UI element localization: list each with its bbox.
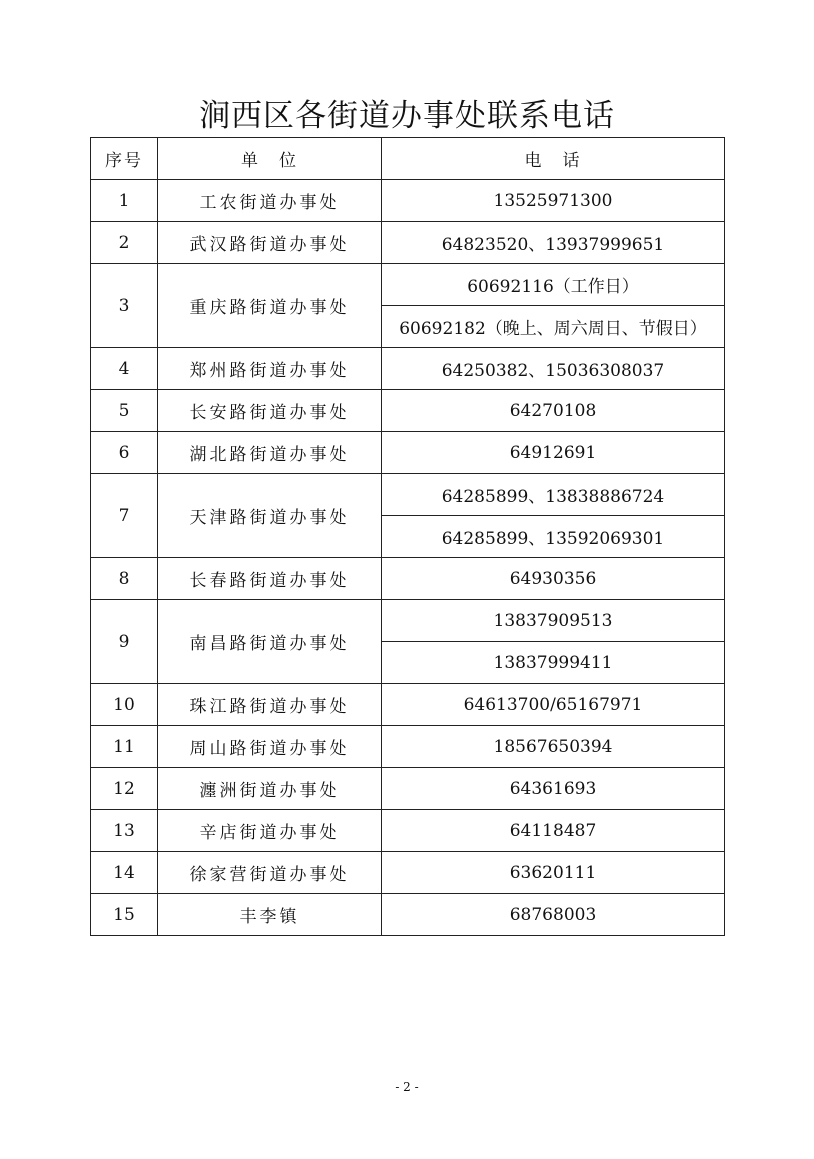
row-unit: 长安路街道办事处 xyxy=(158,390,382,432)
row-phone: 64930356 xyxy=(382,558,725,600)
row-unit: 丰李镇 xyxy=(158,894,382,936)
table-row xyxy=(91,222,725,264)
row-index: 9 xyxy=(91,600,158,684)
table-row xyxy=(91,852,725,894)
row-unit: 郑州路街道办事处 xyxy=(158,348,382,390)
header-row xyxy=(91,138,725,180)
row-index: 7 xyxy=(91,474,158,558)
row-phone: 13837999411 xyxy=(382,642,725,684)
document-title: 涧西区各街道办事处联系电话 xyxy=(199,98,615,134)
row-index: 14 xyxy=(91,852,158,894)
table-row xyxy=(91,894,725,936)
row-phone: 13837909513 xyxy=(382,600,725,642)
row-phone: 18567650394 xyxy=(382,726,725,768)
row-unit: 重庆路街道办事处 xyxy=(158,264,382,348)
row-index: 13 xyxy=(91,810,158,852)
row-unit: 徐家营街道办事处 xyxy=(158,852,382,894)
row-unit: 瀍洲街道办事处 xyxy=(158,768,382,810)
table-row xyxy=(91,768,725,810)
row-index: 4 xyxy=(91,348,158,390)
row-phone: 64270108 xyxy=(382,390,725,432)
row-unit: 天津路街道办事处 xyxy=(158,474,382,558)
row-phone: 64823520、13937999651 xyxy=(382,222,725,264)
contact-table xyxy=(90,137,725,936)
row-unit: 周山路街道办事处 xyxy=(158,726,382,768)
header-phone: 电 话 xyxy=(382,138,725,180)
row-unit: 工农街道办事处 xyxy=(158,180,382,222)
row-index: 8 xyxy=(91,558,158,600)
table-row xyxy=(91,390,725,432)
row-phone: 64118487 xyxy=(382,810,725,852)
table-row xyxy=(91,348,725,390)
table-row xyxy=(91,180,725,222)
table-row xyxy=(91,726,725,768)
row-index: 6 xyxy=(91,432,158,474)
page-number: - 2 - xyxy=(395,1080,419,1094)
row-index: 10 xyxy=(91,684,158,726)
row-phone: 63620111 xyxy=(382,852,725,894)
row-phone: 60692116（工作日） xyxy=(382,264,725,306)
row-phone: 64250382、15036308037 xyxy=(382,348,725,390)
row-unit: 武汉路街道办事处 xyxy=(158,222,382,264)
row-unit: 南昌路街道办事处 xyxy=(158,600,382,684)
header-index: 序号 xyxy=(91,138,158,180)
row-index: 15 xyxy=(91,894,158,936)
table-body xyxy=(91,180,725,936)
header-unit: 单 位 xyxy=(158,138,382,180)
row-index: 11 xyxy=(91,726,158,768)
row-phone: 64912691 xyxy=(382,432,725,474)
row-phone: 60692182（晚上、周六周日、节假日） xyxy=(382,306,725,348)
row-index: 2 xyxy=(91,222,158,264)
table-row xyxy=(91,810,725,852)
row-index: 5 xyxy=(91,390,158,432)
row-unit: 辛店街道办事处 xyxy=(158,810,382,852)
table-row xyxy=(91,432,725,474)
table-row xyxy=(91,600,725,642)
row-phone: 64361693 xyxy=(382,768,725,810)
row-index: 1 xyxy=(91,180,158,222)
row-unit: 长春路街道办事处 xyxy=(158,558,382,600)
table-row xyxy=(91,474,725,516)
row-index: 12 xyxy=(91,768,158,810)
row-unit: 珠江路街道办事处 xyxy=(158,684,382,726)
row-index: 3 xyxy=(91,264,158,348)
table-row xyxy=(91,558,725,600)
row-unit: 湖北路街道办事处 xyxy=(158,432,382,474)
row-phone: 64285899、13592069301 xyxy=(382,516,725,558)
row-phone: 13525971300 xyxy=(382,180,725,222)
row-phone: 64285899、13838886724 xyxy=(382,474,725,516)
table-row xyxy=(91,264,725,306)
row-phone: 68768003 xyxy=(382,894,725,936)
table-row xyxy=(91,684,725,726)
row-phone: 64613700/65167971 xyxy=(382,684,725,726)
